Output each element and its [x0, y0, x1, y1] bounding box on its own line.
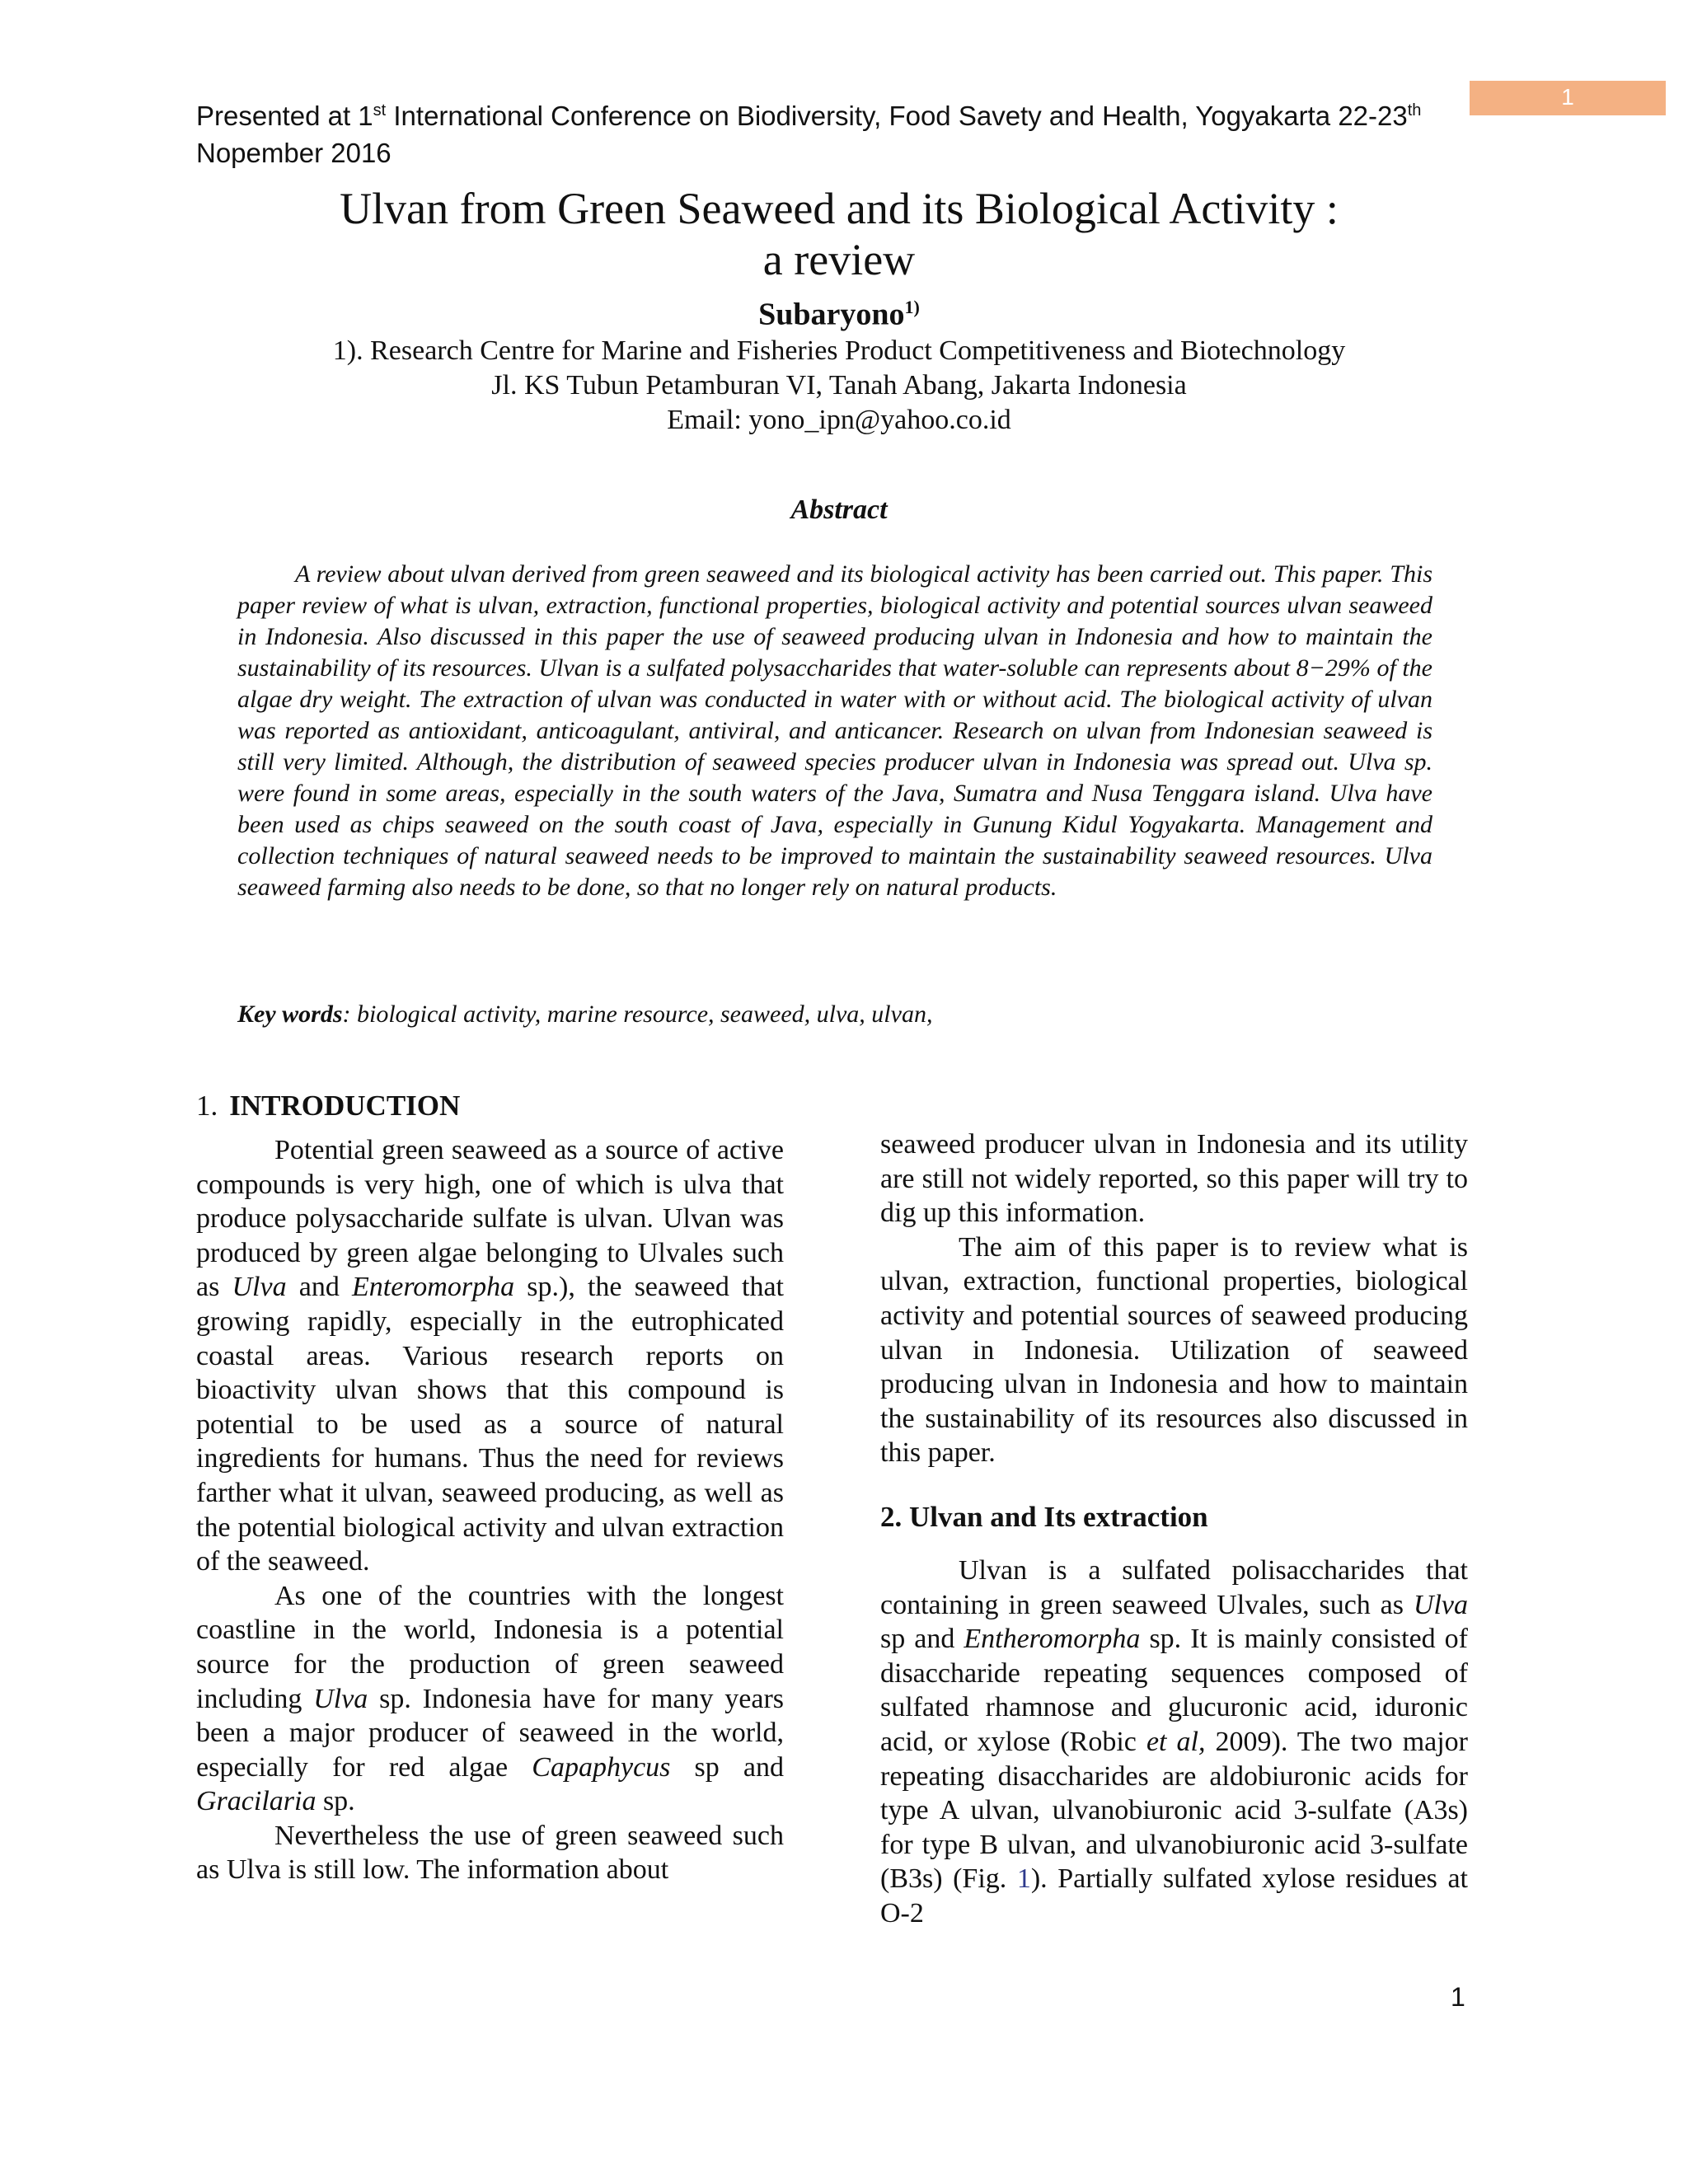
page-number-badge: 1: [1470, 81, 1666, 115]
conference-header: [196, 97, 1465, 171]
header-sup-th: th: [1407, 101, 1422, 120]
paper-title-line2: a review: [762, 235, 916, 284]
affiliation-email: Email: yono_ipn@yahoo.co.id: [667, 404, 1011, 435]
intro-paragraph-2: As one of the countries with the longest coastline in the world, Indonesia is a potential source for the production of green seaweed including Ulva sp. Indonesia have for many years been a major producer of seaweed in the world, especially for red algae Capaphycus sp and Gracilaria sp.: [196, 1580, 784, 1817]
intro-paragraph-4: The aim of this paper is to review what is ulvan, extraction, functional properties, biological activity and potential sources of seaweed producing ulvan in Indonesia. Utilization of seaweed producing ulvan in Indonesia and how to maintain the sustainability of its resources also discussed in this paper.: [880, 1231, 1468, 1469]
right-column: [880, 1127, 1468, 1470]
intro-paragraph-3: Nevertheless the use of green seaweed such as Ulva is still low. The information about: [196, 1820, 784, 1886]
keywords-list: : biological activity, marine resource, seaweed, ulva, ulvan,: [342, 1001, 933, 1028]
author-sup: 1): [904, 297, 920, 317]
affiliation-institution: 1). Research Centre for Marine and Fisheries Product Competitiveness and Biotechnology: [332, 335, 1346, 366]
section-heading-introduction: [196, 1090, 460, 1122]
abstract-text: A review about ulvan derived from green seaweed and its biological activity has been carried out. This paper. This paper review of what is ulvan, extraction, functional properties, biological activity and potential sources ulvan seaweed in Indonesia. Also discussed in this paper the use of seaweed producing ulvan in Indonesia and how to maintain the sustainability of its resources. Ulvan is a sulfated polysaccharides that water-soluble can represents about 8−29% of the algae dry weight. The extraction of ulvan was conducted in water with or without acid. The biological activity of ulvan was reported as antioxidant, anticoagulant, antiviral, and anticancer. Research on ulvan from Indonesian seaweed is still very limited. Although, the distribution of seaweed species producer ulvan in Indonesia was spread out. Ulva sp. were found in some areas, especially in the south waters of the Java, Sumatra and Nusa Tenggara island. Ulva have been used as chips seaweed on the south coast of Java, especially in Gunung Kidul Yogyakarta. Management and collection techniques of natural seaweed needs to be improved to maintain the sustainability seaweed resources. Ulva seaweed farming also needs to be done, so that no longer rely on natural products.: [237, 560, 1432, 901]
page-number: 1: [1451, 1982, 1465, 2012]
section-number: 1.: [196, 1090, 218, 1122]
section-heading-ulvan-extraction: 2. Ulvan and Its extraction: [880, 1501, 1208, 1533]
section-title: INTRODUCTION: [229, 1090, 461, 1122]
abstract-heading: Abstract: [790, 494, 888, 525]
intro-paragraph-1: Potential green seaweed as a source of active compounds is very high, one of which is ulva that produce polysaccharide sulfate is ulvan. Ulvan was produced by green algae belonging to Ulvales such as Ulva and Enteromorpha sp.), the seaweed that growing rapidly, especially in the eutrophicated coastal areas. Various research reports on bioactivity ulvan shows that this compound is potential to be used as a source of natural ingredients for humans. Thus the need for reviews farther what it ulvan, seaweed producing, as well as the potential biological activity and ulvan extraction of the seaweed.: [196, 1135, 784, 1577]
left-column: [196, 1133, 784, 1887]
paper-title-line1: Ulvan from Green Seaweed and its Biological Activity :: [340, 184, 1339, 233]
affiliation: [196, 334, 1482, 438]
header-date: Nopember 2016: [196, 138, 392, 168]
header-sup-st: st: [373, 101, 387, 120]
keywords: [237, 999, 1432, 1030]
affiliation-address: Jl. KS Tubun Petamburan VI, Tanah Abang, Jakarta Indonesia: [491, 369, 1187, 401]
header-text: Presented at 1: [196, 101, 373, 131]
author-name: Subaryono: [758, 297, 905, 332]
intro-paragraph-3-continued: seaweed producer ulvan in Indonesia and its utility are still not widely reported, so this paper will try to dig up this information.: [880, 1129, 1468, 1229]
header-text-mid: International Conference on Biodiversity, Food Savety and Health, Yogyakarta 22-23: [386, 101, 1408, 131]
right-column-section2: [880, 1554, 1468, 1931]
paper-title: [196, 183, 1482, 285]
section2-paragraph-1: Ulvan is a sulfated polisaccharides that containing in green seaweed Ulvales, such as Ulva sp and Entheromorpha sp. It is mainly consisted of disaccharide repeating sequences composed of sulfated rhamnose and glucuronic acid, iduronic acid, or xylose (Robic et al, 2009). The two major repeating disaccharides are aldobiuronic acids for type A ulvan, ulvanobiuronic acid 3-sulfate (A3s) for type B ulvan, and ulvanobiuronic acid 3-sulfate (B3s) (Fig. 1). Partially sulfated xylose residues at O-2: [880, 1555, 1469, 1929]
title-block: [196, 183, 1482, 438]
keywords-label: Key words: [237, 1001, 343, 1028]
author: [196, 288, 1482, 334]
figure-reference-link[interactable]: 1: [1016, 1863, 1031, 1895]
